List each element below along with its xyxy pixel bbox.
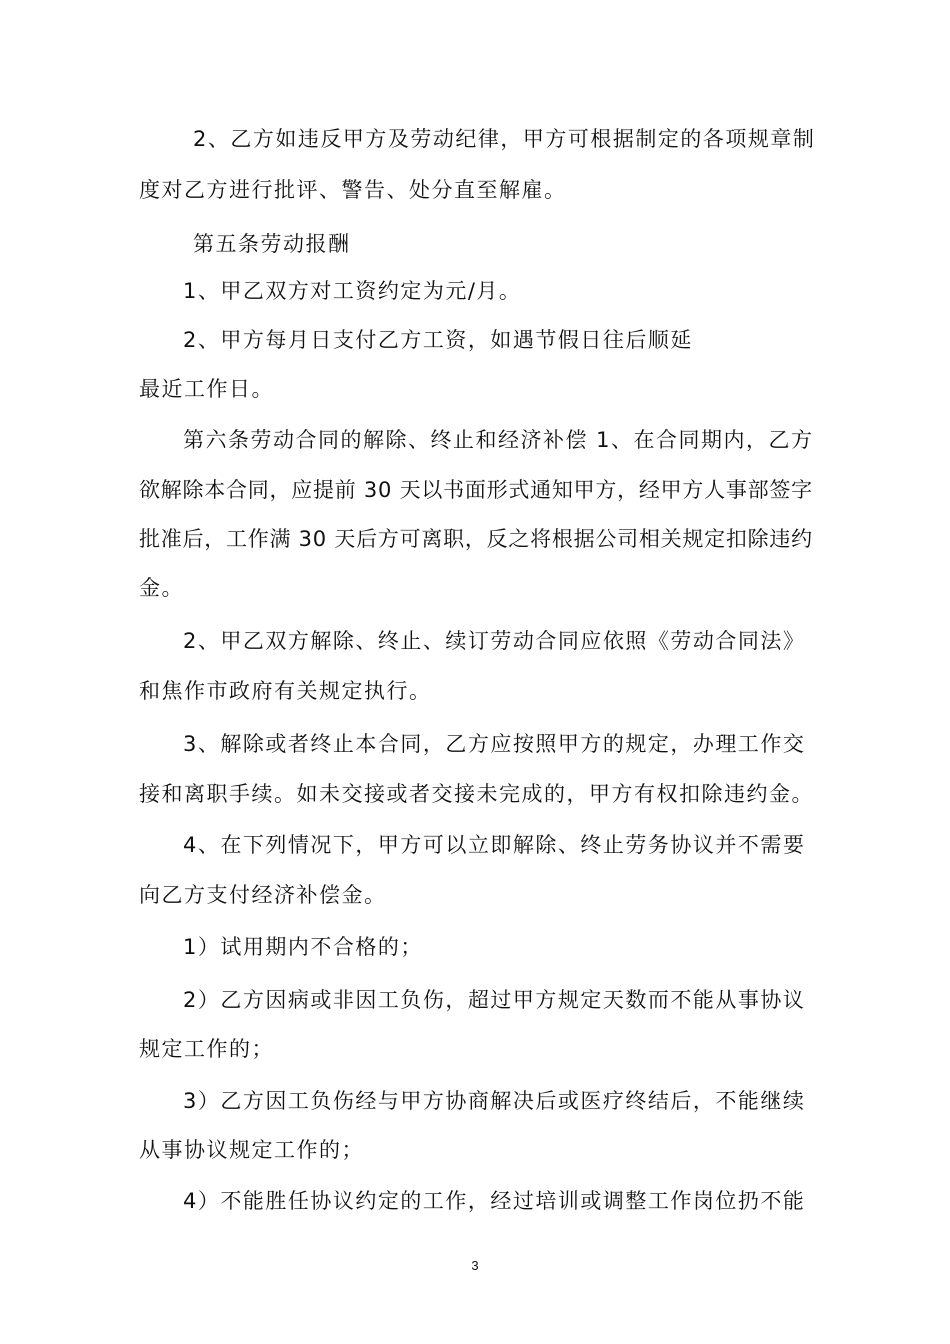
- text-line: 从事协议规定工作的；: [139, 1138, 364, 1162]
- page-number: 3: [471, 1258, 479, 1273]
- text-line: 和焦作市政府有关规定执行。: [139, 679, 432, 703]
- text-line: 规定工作的；: [139, 1037, 274, 1061]
- text-line: 金。: [139, 576, 184, 600]
- text-line: 2、甲乙双方解除、终止、续订劳动合同应依照《劳动合同法》: [183, 629, 806, 653]
- text-line: 接和离职手续。如未交接或者交接未完成的，甲方有权扣除违约金。: [139, 782, 814, 806]
- section-heading: 第六条劳动合同的解除、终止和经济补偿 1、在合同期内，乙方: [183, 428, 814, 452]
- list-item: 4）不能胜任协议约定的工作，经过培训或调整工作岗位扔不能: [183, 1189, 806, 1213]
- text-line: 4、在下列情况下，甲方可以立即解除、终止劳务协议并不需要: [183, 833, 806, 857]
- text-line: 批准后，工作满 30 天后方可离职，反之将根据公司相关规定扣除违约: [139, 527, 813, 551]
- list-item: 2）乙方因病或非因工负伤，超过甲方规定天数而不能从事协议: [183, 988, 806, 1012]
- text-line: 向乙方支付经济补偿金。: [139, 883, 387, 907]
- list-item: 3）乙方因工负伤经与甲方协商解决后或医疗终结后，不能继续: [183, 1089, 806, 1113]
- text-line: 2、甲方每月日支付乙方工资，如遇节假日往后顺延: [183, 328, 693, 352]
- section-heading: 第五条劳动报酬: [193, 232, 351, 256]
- text-line: 最近工作日。: [139, 377, 274, 401]
- text-line: 度对乙方进行批评、警告、处分直至解雇。: [139, 178, 567, 202]
- text-line: 3、解除或者终止本合同，乙方应按照甲方的规定，办理工作交: [183, 732, 806, 756]
- text-line: 1、甲乙双方对工资约定为元/月。: [183, 279, 522, 303]
- list-item: 1）试用期内不合格的；: [183, 935, 423, 959]
- text-line: 欲解除本合同，应提前 30 天以书面形式通知甲方，经甲方人事部签字: [139, 478, 813, 502]
- text-line: 2、乙方如违反甲方及劳动纪律，甲方可根据制定的各项规章制: [193, 127, 816, 151]
